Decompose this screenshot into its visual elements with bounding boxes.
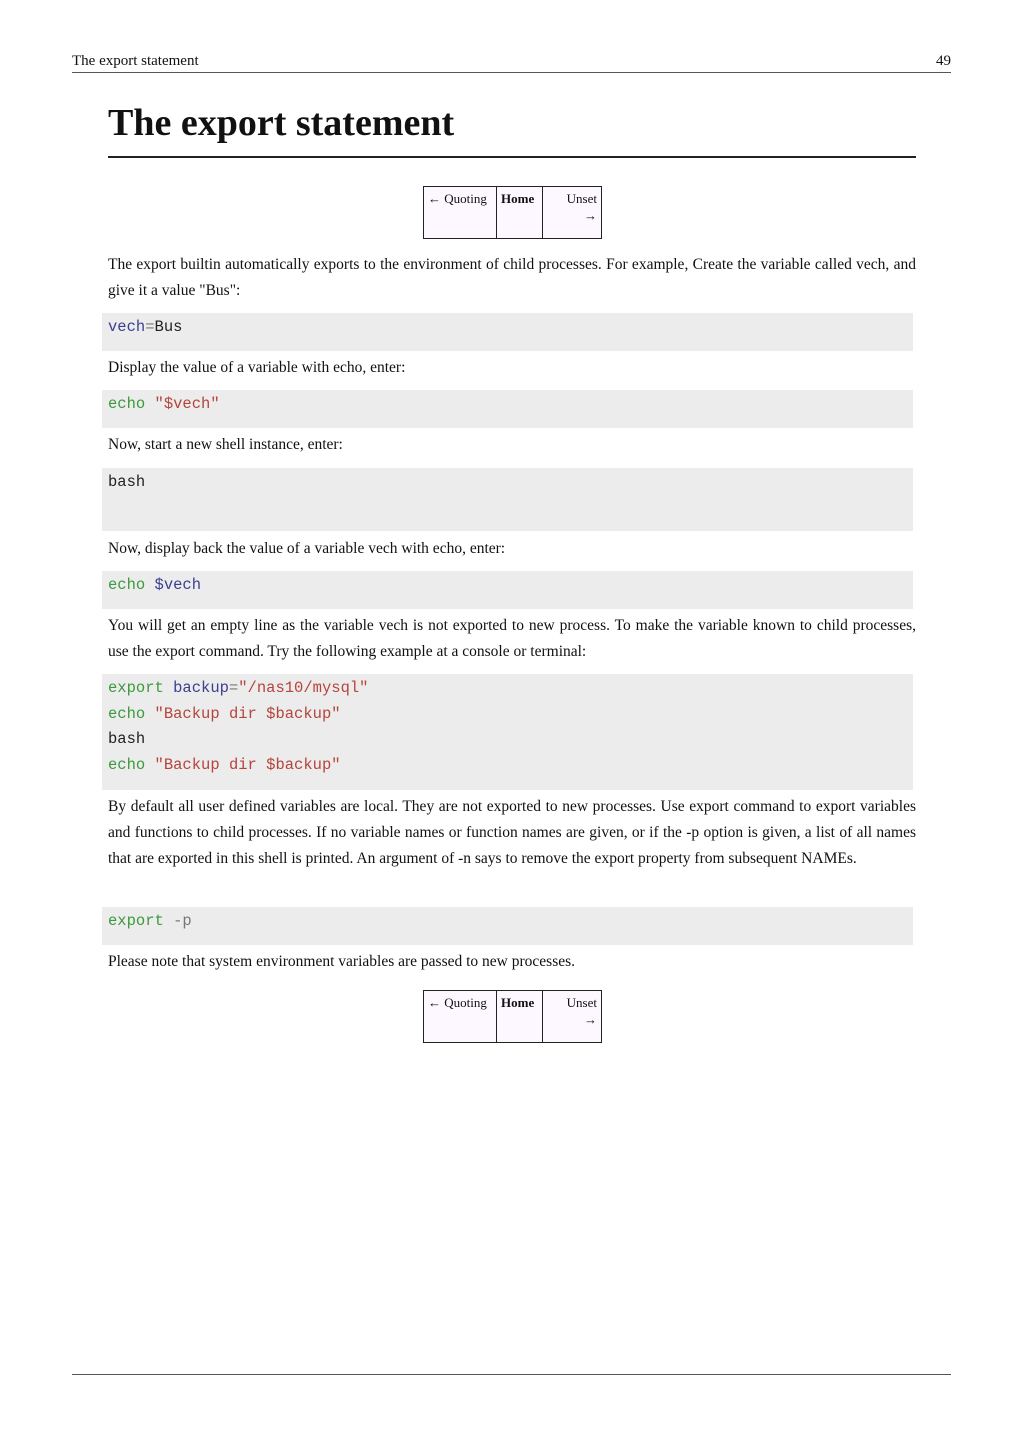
code-keyword: echo: [108, 704, 146, 723]
nav-next-label: Unset: [566, 995, 597, 1010]
nav-prev-link[interactable]: ← Quoting: [424, 991, 497, 1043]
paragraph-note: Please note that system environment variables are passed to new processes.: [108, 953, 576, 970]
code-variable: backup: [173, 679, 229, 697]
code-variable: $vech: [154, 576, 202, 594]
nav-box-bottom: [423, 990, 602, 1043]
paragraph-empty-line: You will get an empty line as the variable vech is not exported to new process. To make the variable known to child processes, use the export command. Try the following example at a console or terminal:: [108, 617, 916, 660]
nav-next-link[interactable]: [543, 187, 602, 239]
running-header: [72, 50, 951, 73]
footer-rule: [72, 1374, 951, 1375]
nav-box-top: [423, 186, 602, 239]
code-keyword: echo: [108, 756, 146, 775]
running-header-title: The export statement: [72, 53, 199, 69]
code-block-export-p: [102, 907, 913, 945]
nav-home-link[interactable]: Home: [497, 187, 543, 239]
code-command: bash: [108, 730, 146, 749]
paragraph-new-shell: Now, start a new shell instance, enter:: [108, 436, 343, 453]
code-variable: vech: [108, 318, 146, 336]
code-block-bash: [102, 468, 913, 531]
nav-next-link[interactable]: [543, 991, 602, 1043]
code-block-echo-var: [102, 571, 913, 609]
code-block-assign: [102, 313, 913, 351]
paragraph-display-back: Now, display back the value of a variable vech with echo, enter:: [108, 540, 506, 557]
page-number: 49: [936, 53, 951, 69]
code-string: "Backup dir $backup": [154, 704, 341, 723]
code-command: bash: [108, 473, 146, 491]
code-argument: -p: [173, 912, 192, 930]
paragraph-display: Display the value of a variable with echo, enter:: [108, 359, 406, 376]
page-title: The export statement: [108, 100, 916, 158]
paragraph-intro: The export builtin automatically exports to the environment of child processes. For example, Create the variable called vech, and give it a value "Bus":: [108, 256, 916, 299]
nav-next-label: Unset: [566, 191, 597, 206]
code-keyword: echo: [108, 576, 146, 594]
code-operator: =: [145, 318, 155, 336]
code-keyword: echo: [108, 395, 146, 413]
code-string: "Backup dir $backup": [154, 756, 341, 775]
code-keyword: export: [108, 679, 164, 697]
nav-home-link[interactable]: Home: [497, 991, 543, 1043]
paragraph-default-local: By default all user defined variables are local. They are not exported to new processes. Use export command to export variables and functions to child processes. If no variable names or function names are given, or if the -p option is given, a list of all names that are exported in this shell is printed. An argument of -n says to remove the export property from subsequent NAMEs.: [108, 798, 916, 867]
arrow-right-icon: →: [584, 208, 597, 223]
code-block-export-example: [102, 674, 913, 790]
code-keyword: export: [108, 912, 164, 930]
code-string: "/nas10/mysql": [238, 679, 369, 697]
code-value: Bus: [154, 318, 183, 336]
arrow-right-icon: →: [584, 1012, 597, 1027]
code-block-echo: [102, 390, 913, 428]
nav-prev-link[interactable]: ← Quoting: [424, 187, 497, 239]
code-string: "$vech": [154, 395, 220, 413]
code-operator: =: [228, 679, 239, 697]
